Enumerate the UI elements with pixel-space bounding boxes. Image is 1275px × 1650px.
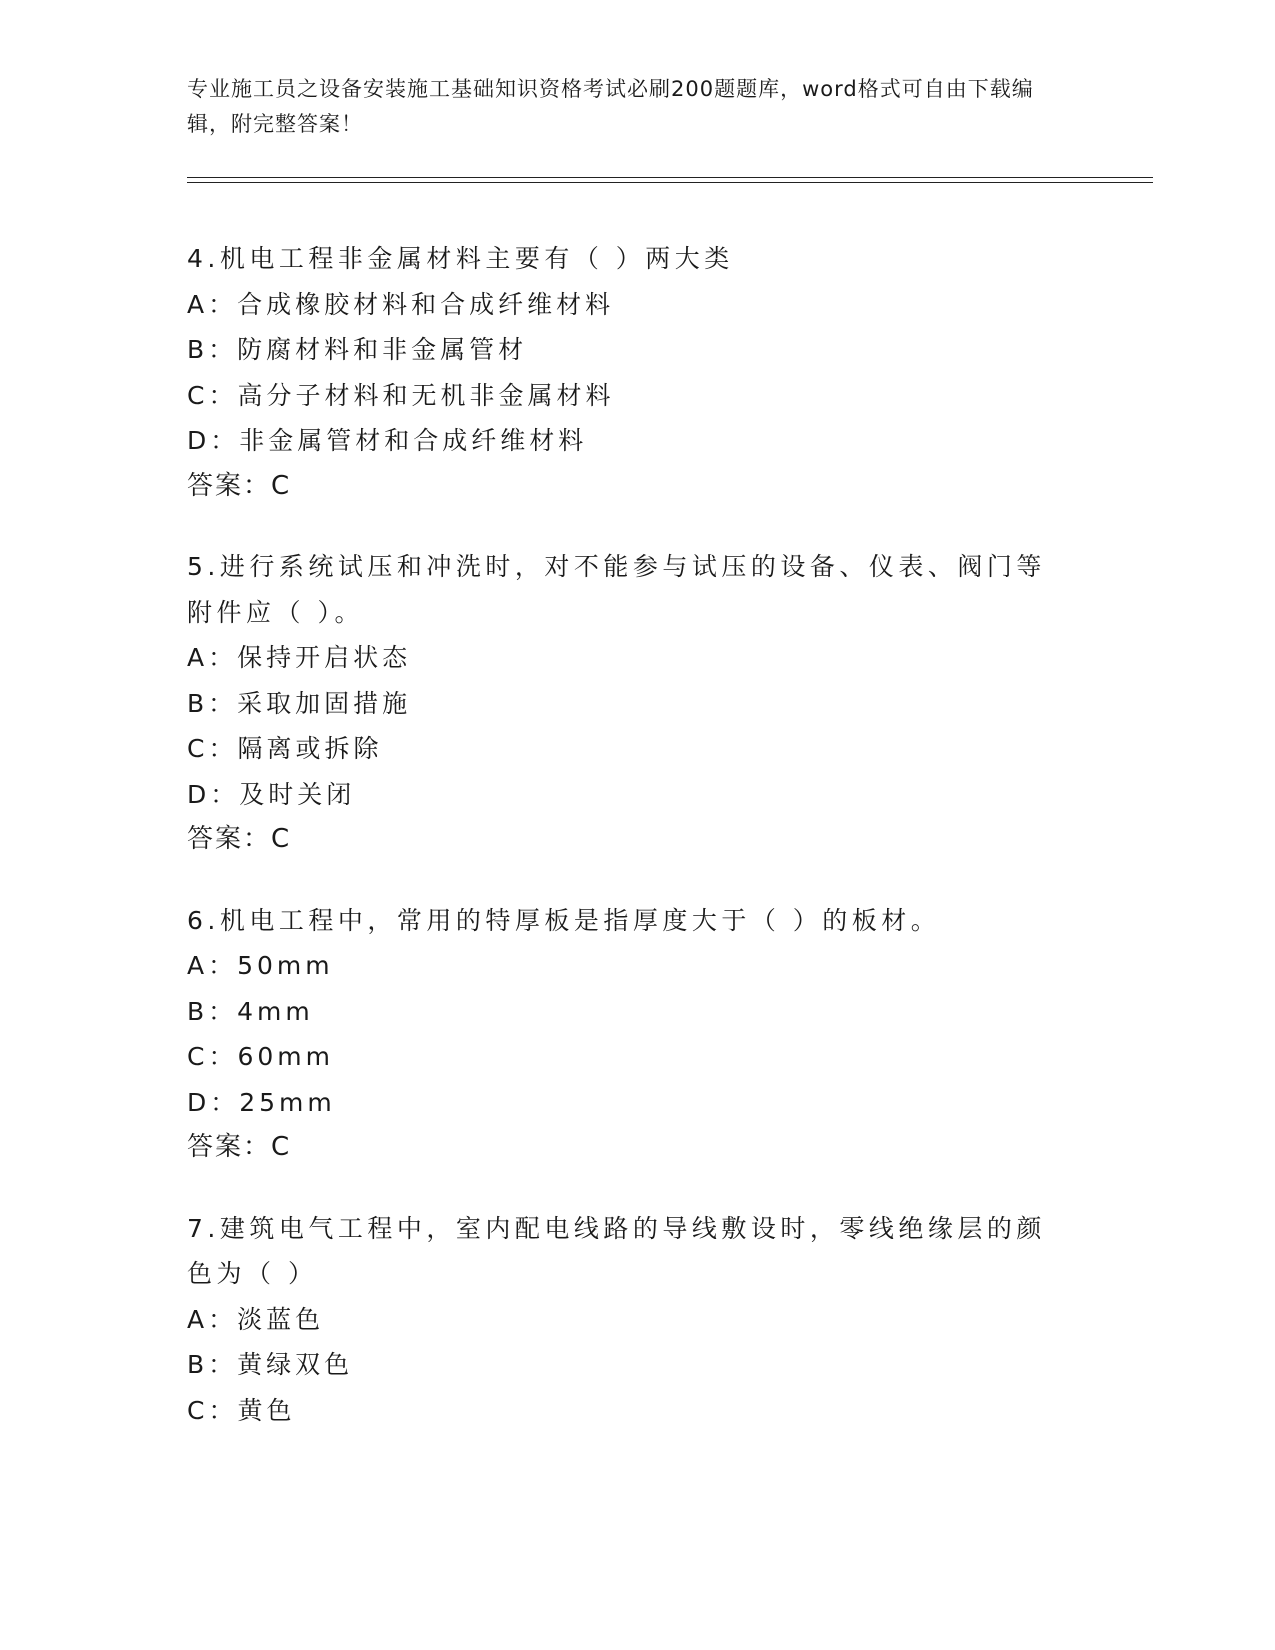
question-7 bbox=[187, 1206, 1067, 1434]
option-b: B：黄绿双色 bbox=[187, 1350, 354, 1379]
question-list bbox=[187, 236, 1067, 1468]
header-divider-bottom bbox=[187, 182, 1153, 183]
option-d: D：25mm bbox=[187, 1087, 336, 1117]
answer-line: 答案：C bbox=[187, 824, 292, 854]
option-b: B：采取加固措施 bbox=[187, 688, 412, 718]
option-a: A：淡蓝色 bbox=[187, 1304, 325, 1334]
option-a: A：合成橡胶材料和合成纤维材料 bbox=[187, 289, 615, 319]
document-header: 专业施工员之设备安装施工基础知识资格考试必刷200题题库，word格式可自由下载编辑，附完整答案！ bbox=[187, 77, 1034, 136]
option-d: D：及时关闭 bbox=[187, 779, 356, 809]
question-6 bbox=[187, 898, 1067, 1171]
question-stem: 6.机电工程中，常用的特厚板是指厚度大于（ ）的板材。 bbox=[187, 905, 941, 935]
question-4 bbox=[187, 236, 1067, 509]
option-a: A：保持开启状态 bbox=[187, 643, 412, 672]
option-b: B：防腐材料和非金属管材 bbox=[187, 335, 528, 364]
answer-line: 答案：C bbox=[187, 470, 292, 501]
question-5 bbox=[187, 544, 1067, 863]
question-stem: 5.进行系统试压和冲洗时，对不能参与试压的设备、仪表、阀门等附件应（ ）。 bbox=[187, 552, 1046, 627]
option-c: C：隔离或拆除 bbox=[187, 734, 383, 763]
option-c: C：黄色 bbox=[187, 1395, 296, 1425]
option-c: C：60mm bbox=[187, 1042, 334, 1071]
question-stem: 4.机电工程非金属材料主要有（ ）两大类 bbox=[187, 244, 734, 273]
option-d: D：非金属管材和合成纤维材料 bbox=[187, 426, 588, 455]
question-stem: 7.建筑电气工程中，室内配电线路的导线敷设时，零线绝缘层的颜色为（ ） bbox=[187, 1213, 1046, 1288]
header-divider-top bbox=[187, 177, 1153, 178]
option-b: B：4mm bbox=[187, 996, 314, 1026]
option-a: A：50mm bbox=[187, 951, 334, 980]
option-c: C：高分子材料和无机非金属材料 bbox=[187, 380, 615, 410]
answer-line: 答案：C bbox=[187, 1132, 292, 1162]
